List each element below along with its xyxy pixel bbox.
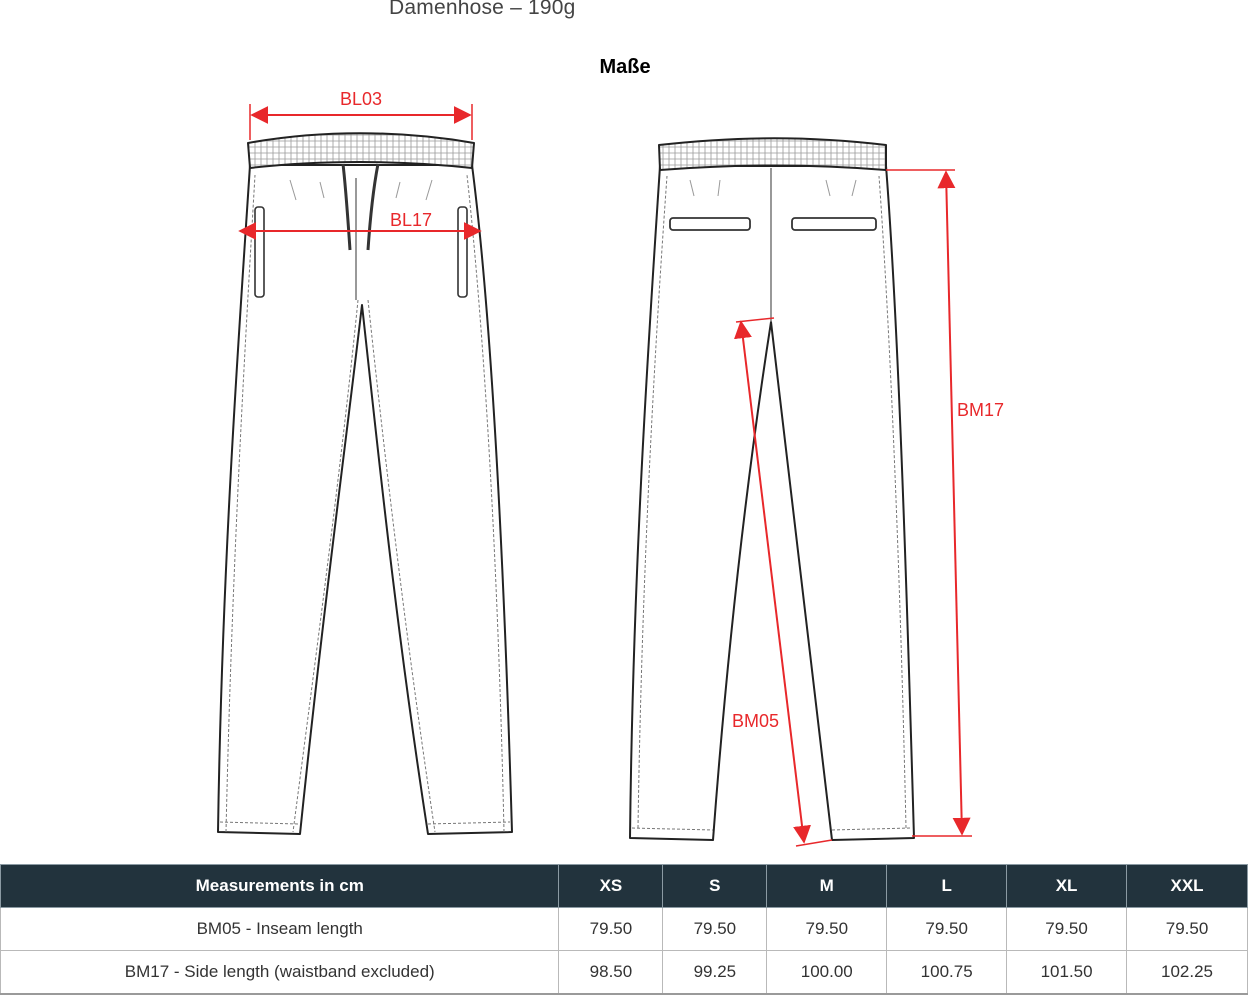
row-label: BM05 - Inseam length xyxy=(1,908,559,951)
table-cell: 79.50 xyxy=(1127,908,1248,951)
bl03-label: BL03 xyxy=(340,89,383,109)
product-subtitle: Damenhose – 190g xyxy=(389,0,576,19)
header-size-s: S xyxy=(663,865,767,908)
row-label: BM17 - Side length (waistband excluded) xyxy=(1,951,559,995)
table-header-row xyxy=(1,865,1248,908)
header-size-xs: XS xyxy=(559,865,663,908)
bl17-label: BL17 xyxy=(390,210,433,230)
table-cell: 101.50 xyxy=(1007,951,1127,995)
header-size-l: L xyxy=(887,865,1007,908)
front-view-trousers xyxy=(218,133,512,834)
header-measurements: Measurements in cm xyxy=(1,865,559,908)
table-cell: 100.00 xyxy=(767,951,887,995)
table-row xyxy=(1,908,1248,951)
bm17-dimension-line xyxy=(946,172,962,834)
measurements-heading: Maße xyxy=(599,56,651,78)
table-cell: 79.50 xyxy=(1007,908,1127,951)
table-cell: 98.50 xyxy=(559,951,663,995)
table-row xyxy=(1,951,1248,995)
table-cell: 102.25 xyxy=(1127,951,1248,995)
header-size-xxl: XXL xyxy=(1127,865,1248,908)
table-cell: 99.25 xyxy=(663,951,767,995)
table-cell: 79.50 xyxy=(887,908,1007,951)
back-view-trousers xyxy=(630,138,914,840)
header-size-m: M xyxy=(767,865,887,908)
size-chart-table xyxy=(0,864,1248,995)
table-cell: 79.50 xyxy=(767,908,887,951)
bm05-label: BM05 xyxy=(732,711,780,731)
table-cell: 79.50 xyxy=(559,908,663,951)
table-cell: 100.75 xyxy=(887,951,1007,995)
header-size-xl: XL xyxy=(1007,865,1127,908)
bm17-label: BM17 xyxy=(957,400,1005,420)
table-cell: 79.50 xyxy=(663,908,767,951)
